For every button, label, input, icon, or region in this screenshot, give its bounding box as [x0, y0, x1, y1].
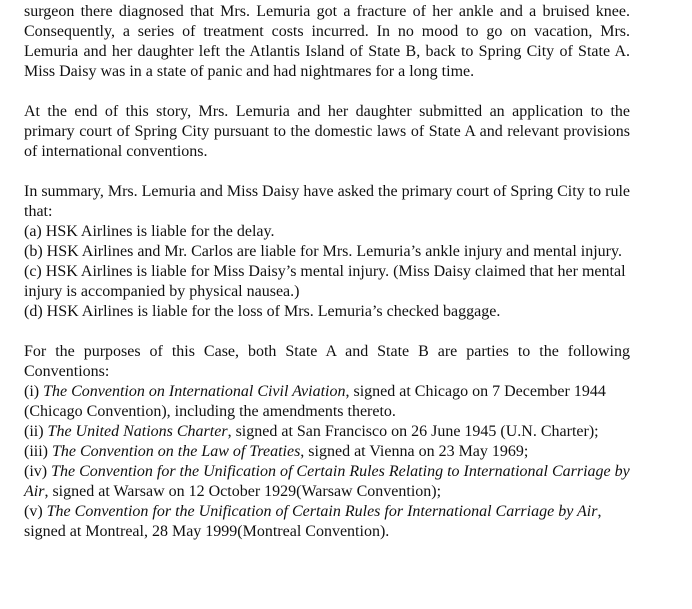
paragraph-claims [24, 182, 630, 322]
convention-number: (iv) [24, 463, 52, 480]
convention-item [24, 502, 630, 542]
convention-title: The Convention on International Civil Aviation [43, 383, 346, 400]
convention-details: , signed at Warsaw on 12 October 1929(Warsaw Convention); [44, 483, 442, 500]
paragraph-conventions [24, 342, 630, 542]
convention-title: The Convention on the Law of Treaties [52, 443, 301, 460]
paragraph-court-application: At the end of this story, Mrs. Lemuria and her daughter submitted an application to the primary court of Spring City pursuant to the domestic laws of State A and relevant provisions of international conventions. [24, 103, 630, 160]
convention-number: (v) [24, 503, 47, 520]
convention-number: (i) [24, 383, 44, 400]
convention-item [24, 422, 630, 442]
claim-item-b: (b) HSK Airlines and Mr. Carlos are liable for Mrs. Lemuria’s ankle injury and mental injury. [24, 243, 622, 260]
claim-item-c: (c) HSK Airlines is liable for Miss Daisy’s mental injury. (Miss Daisy claimed that her mental injury is accompanied by physical nausea.) [24, 263, 626, 300]
convention-item [24, 462, 630, 502]
claims-intro: In summary, Mrs. Lemuria and Miss Daisy have asked the primary court of Spring City to rule that: [24, 183, 630, 220]
claim-item-a: (a) HSK Airlines is liable for the delay. [24, 223, 275, 240]
paragraph-injury-narrative: surgeon there diagnosed that Mrs. Lemuria got a fracture of her ankle and a bruised knee. Consequently, a series of treatment costs incurred. In no mood to go on vacation, Mrs. Lemuria and her daughter left the Atlantis Island of State B, back to Spring City of State A. Miss Daisy was in a state of panic and had nightmares for a long time. [24, 3, 630, 80]
conventions-intro: For the purposes of this Case, both State A and State B are parties to the following Conventions: [24, 343, 630, 380]
convention-details: , signed at San Francisco on 26 June 1945 (U.N. Charter); [227, 423, 599, 440]
convention-title: The Convention for the Unification of Certain Rules Relating to International Carriage by Air [24, 463, 630, 500]
convention-title: The Convention for the Unification of Certain Rules for International Carriage by Air [46, 503, 598, 520]
convention-number: (ii) [24, 423, 48, 440]
document-page [24, 2, 630, 542]
convention-details: , signed at Chicago on 7 December 1944 (Chicago Convention), including the amendments thereto. [24, 383, 606, 420]
convention-title: The United Nations Charter [47, 423, 228, 440]
convention-item [24, 442, 630, 462]
convention-details: , signed at Vienna on 23 May 1969; [300, 443, 529, 460]
convention-number: (iii) [24, 443, 52, 460]
convention-details: , signed at Montreal, 28 May 1999(Montreal Convention). [24, 503, 602, 540]
claim-item-d: (d) HSK Airlines is liable for the loss of Mrs. Lemuria’s checked baggage. [24, 303, 501, 320]
convention-item [24, 382, 630, 422]
